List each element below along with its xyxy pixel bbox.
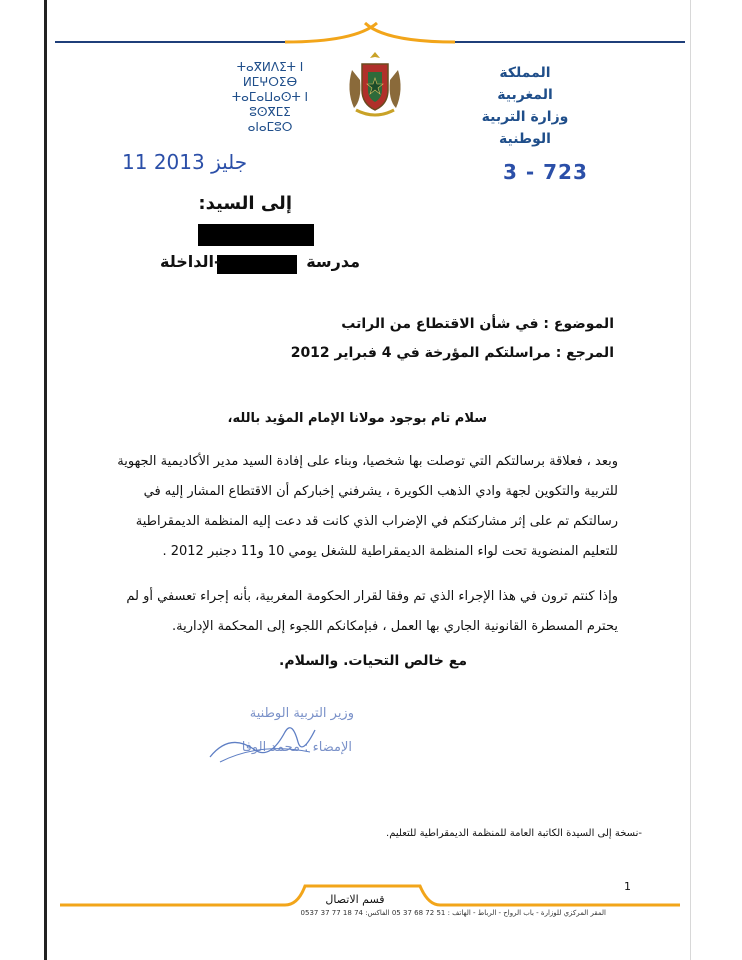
tifinagh-line-3: ⴰⵏⴰⵎⵓⵔ (247, 120, 293, 134)
signatory-title: وزير التربية الوطنية (249, 706, 354, 721)
reference-number-stamp: 3 - 723 (503, 160, 588, 184)
recipient-label: إلى السيد: (198, 193, 292, 214)
body-paragraph-1: وبعد ، فعلاقة برسالتكم التي توصلت بها شخصيا، وبناء على إفادة السيد مدير الأكاديمية الجهوية للتربية والتكوين لجهة وادي الذهب الكويرة ، يشرفني إخباركم أن الاقتطاع المشار إليه في رسالتكم تم على إثر مشاركتكم في الإضراب الذي كانت قد دعت إليه المنظمة الديمقراطية للتعليم المنضوية تحت لواء المنظمة الديمقراطية للشغل يومي 10 و11 دجنبر 2012 . (117, 454, 618, 559)
reference-line: المرجع : مراسلتكم المؤرخة في 4 فبراير 2012 (290, 345, 614, 361)
page-number: 1 (624, 880, 631, 893)
tifinagh-line-2: ⵜⴰⵎⴰⵡⴰⵙⵜ ⵏ ⵓⵙⴳⵎⵉ (231, 90, 309, 119)
school-location: -الداخلة (160, 252, 221, 271)
subject-line: الموضوع : في شأن الاقتطاع من الراتب (341, 316, 614, 332)
handwritten-signature (200, 712, 320, 772)
body-paragraph-2: وإذا كنتم ترون في هذا الإجراء الذي تم وفقا لقرار الحكومة المغربية، بأنه إجراء تعسفي أو لم يحترم المسطرة القانونية الجاري بها العمل ، فبإمكانكم اللجوء إلى المحكمة الإدارية. (126, 589, 618, 634)
recipient-school (160, 250, 360, 276)
scan-edge-right (690, 0, 691, 960)
ministry-name-arabic (470, 62, 580, 150)
redacted-school-name (217, 255, 297, 274)
copy-recipient-note: -نسخة إلى السيدة الكاتبة العامة للمنظمة الديمقراطية للتعليم. (386, 828, 642, 839)
school-word: مدرسة (306, 252, 360, 271)
contact-address: المقر المركزي للوزارة - باب الرواح - الرباط - الهاتف : 51 72 68 37 05 الفاكس: 74 18 77 37 0537 (300, 909, 606, 917)
ministry-name: وزارة التربية الوطنية (481, 109, 569, 147)
scan-edge-left (44, 0, 47, 960)
ministry-name-tifinagh (210, 60, 330, 135)
redacted-recipient-name (198, 224, 314, 246)
greeting: سلام تام بوجود مولانا الإمام المؤيد بالله، (227, 411, 487, 426)
kingdom-name: المملكة المغربية (497, 65, 553, 103)
tifinagh-line-1: ⵜⴰⴳⵍⴷⵉⵜ ⵏ ⵍⵎⵖⵔⵉⴱ (236, 60, 304, 89)
signatory-name: الإمضاء : محمد الوفا (241, 740, 352, 755)
closing-salutation: مع خالص التحيات. والسلام. (279, 653, 467, 669)
date-stamp: 11 جليز 2013 (122, 150, 248, 174)
department-label: قسم الاتصال (325, 893, 385, 906)
royal-coat-of-arms-icon (342, 50, 408, 120)
